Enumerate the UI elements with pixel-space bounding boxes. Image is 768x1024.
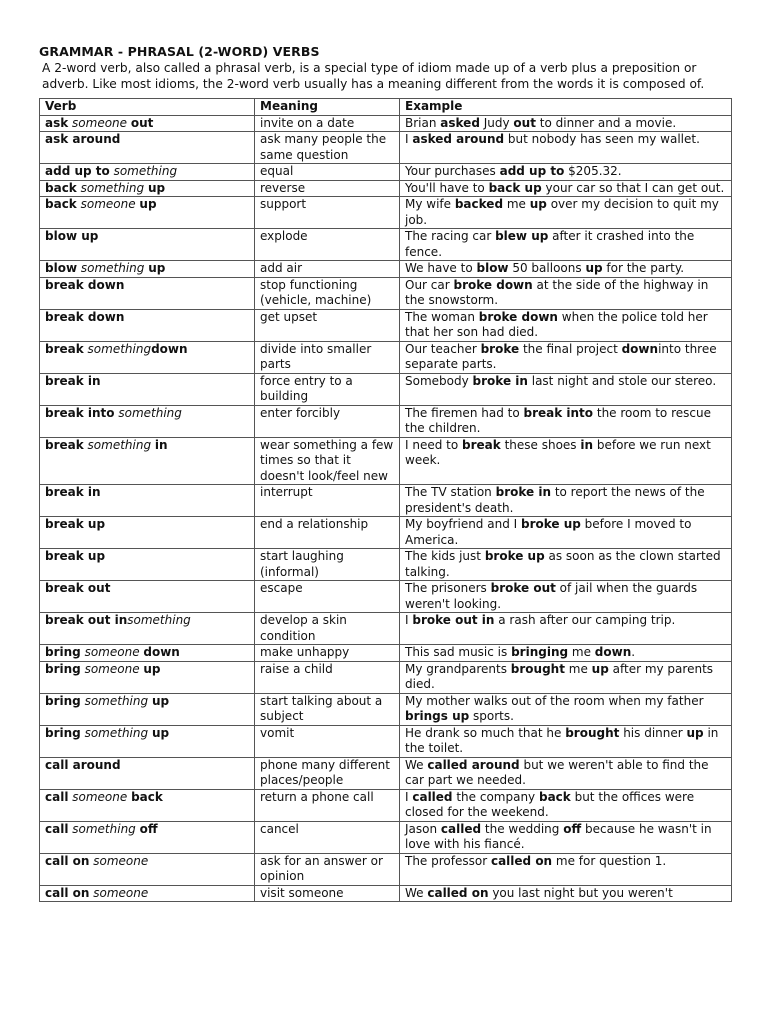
verb-cell: break something in: [40, 437, 255, 485]
example-cell: The TV station broke in to report the news of the president's death.: [400, 485, 732, 517]
verb-cell: bring someone down: [40, 645, 255, 662]
meaning-cell: get upset: [255, 309, 400, 341]
verb-cell: break into something: [40, 405, 255, 437]
table-row: [40, 180, 732, 197]
table-row: [40, 115, 732, 132]
meaning-cell: start talking about a subject: [255, 693, 400, 725]
verb-cell: break somethingdown: [40, 341, 255, 373]
table-row: [40, 277, 732, 309]
verb-cell: break up: [40, 517, 255, 549]
example-cell: You'll have to back up your car so that I can get out.: [400, 180, 732, 197]
table-row: [40, 405, 732, 437]
verb-cell: call something off: [40, 821, 255, 853]
example-cell: My grandparents brought me up after my parents died.: [400, 661, 732, 693]
verb-cell: blow up: [40, 229, 255, 261]
meaning-cell: enter forcibly: [255, 405, 400, 437]
table-row: [40, 853, 732, 885]
table-row: [40, 485, 732, 517]
table-row: [40, 885, 732, 902]
header-meaning: Meaning: [255, 99, 400, 116]
verb-cell: bring someone up: [40, 661, 255, 693]
meaning-cell: reverse: [255, 180, 400, 197]
meaning-cell: divide into smaller parts: [255, 341, 400, 373]
meaning-cell: visit someone: [255, 885, 400, 902]
table-row: [40, 645, 732, 662]
table-row: [40, 132, 732, 164]
meaning-cell: interrupt: [255, 485, 400, 517]
meaning-cell: force entry to a building: [255, 373, 400, 405]
example-cell: Your purchases add up to $205.32.: [400, 164, 732, 181]
example-cell: The professor called on me for question 1.: [400, 853, 732, 885]
table-row: [40, 309, 732, 341]
verb-cell: bring something up: [40, 693, 255, 725]
example-cell: Our car broke down at the side of the highway in the snowstorm.: [400, 277, 732, 309]
table-row: [40, 789, 732, 821]
table-header-row: [40, 99, 732, 116]
example-cell: The woman broke down when the police told her that her son had died.: [400, 309, 732, 341]
example-cell: My wife backed me up over my decision to quit my job.: [400, 197, 732, 229]
header-example: Example: [400, 99, 732, 116]
meaning-cell: ask many people the same question: [255, 132, 400, 164]
table-row: [40, 613, 732, 645]
meaning-cell: cancel: [255, 821, 400, 853]
meaning-cell: vomit: [255, 725, 400, 757]
table-row: [40, 341, 732, 373]
example-cell: My boyfriend and I broke up before I moved to America.: [400, 517, 732, 549]
verb-cell: ask around: [40, 132, 255, 164]
verb-cell: call someone back: [40, 789, 255, 821]
verb-cell: call on someone: [40, 885, 255, 902]
table-row: [40, 821, 732, 853]
meaning-cell: add air: [255, 261, 400, 278]
table-row: [40, 517, 732, 549]
meaning-cell: end a relationship: [255, 517, 400, 549]
table-row: [40, 549, 732, 581]
meaning-cell: wear something a few times so that it doesn't look/feel new: [255, 437, 400, 485]
verb-cell: back something up: [40, 180, 255, 197]
example-cell: I broke out in a rash after our camping trip.: [400, 613, 732, 645]
meaning-cell: make unhappy: [255, 645, 400, 662]
example-cell: We have to blow 50 balloons up for the party.: [400, 261, 732, 278]
table-row: [40, 373, 732, 405]
table-row: [40, 581, 732, 613]
example-cell: I need to break these shoes in before we run next week.: [400, 437, 732, 485]
verb-cell: bring something up: [40, 725, 255, 757]
example-cell: This sad music is bringing me down.: [400, 645, 732, 662]
example-cell: Our teacher broke the final project downinto three separate parts.: [400, 341, 732, 373]
example-cell: He drank so much that he brought his dinner up in the toilet.: [400, 725, 732, 757]
verb-cell: break out: [40, 581, 255, 613]
table-row: [40, 661, 732, 693]
verb-cell: add up to something: [40, 164, 255, 181]
meaning-cell: explode: [255, 229, 400, 261]
example-cell: We called on you last night but you weren't: [400, 885, 732, 902]
verb-cell: ask someone out: [40, 115, 255, 132]
meaning-cell: raise a child: [255, 661, 400, 693]
example-cell: I asked around but nobody has seen my wallet.: [400, 132, 732, 164]
meaning-cell: invite on a date: [255, 115, 400, 132]
example-cell: I called the company back but the offices were closed for the weekend.: [400, 789, 732, 821]
verb-cell: break in: [40, 373, 255, 405]
document-page: [39, 44, 731, 902]
meaning-cell: develop a skin condition: [255, 613, 400, 645]
example-cell: The kids just broke up as soon as the clown started talking.: [400, 549, 732, 581]
verb-cell: blow something up: [40, 261, 255, 278]
meaning-cell: return a phone call: [255, 789, 400, 821]
verb-cell: break in: [40, 485, 255, 517]
verb-cell: back someone up: [40, 197, 255, 229]
meaning-cell: support: [255, 197, 400, 229]
example-cell: My mother walks out of the room when my father brings up sports.: [400, 693, 732, 725]
table-row: [40, 725, 732, 757]
page-title: GRAMMAR - PHRASAL (2-WORD) VERBS: [39, 44, 320, 59]
meaning-cell: equal: [255, 164, 400, 181]
table-row: [40, 164, 732, 181]
example-cell: We called around but we weren't able to find the car part we needed.: [400, 757, 732, 789]
example-cell: Somebody broke in last night and stole our stereo.: [400, 373, 732, 405]
phrasal-verbs-table: [39, 98, 732, 902]
example-cell: The prisoners broke out of jail when the guards weren't looking.: [400, 581, 732, 613]
table-row: [40, 229, 732, 261]
table-row: [40, 693, 732, 725]
verb-cell: break up: [40, 549, 255, 581]
verb-cell: call on someone: [40, 853, 255, 885]
meaning-cell: phone many different places/people: [255, 757, 400, 789]
example-cell: Jason called the wedding off because he wasn't in love with his fiancé.: [400, 821, 732, 853]
verb-cell: call around: [40, 757, 255, 789]
meaning-cell: escape: [255, 581, 400, 613]
meaning-cell: ask for an answer or opinion: [255, 853, 400, 885]
table-row: [40, 261, 732, 278]
verb-cell: break down: [40, 309, 255, 341]
meaning-cell: stop functioning (vehicle, machine): [255, 277, 400, 309]
example-cell: The firemen had to break into the room to rescue the children.: [400, 405, 732, 437]
verb-cell: break down: [40, 277, 255, 309]
verb-cell: break out insomething: [40, 613, 255, 645]
meaning-cell: start laughing (informal): [255, 549, 400, 581]
intro-paragraph: A 2-word verb, also called a phrasal verb, is a special type of idiom made up of a verb plus a preposition or adverb. Like most idioms, the 2-word verb usually has a meaning different from the words it is composed of.: [42, 61, 705, 91]
table-row: [40, 197, 732, 229]
table-row: [40, 437, 732, 485]
table-row: [40, 757, 732, 789]
header-verb: Verb: [40, 99, 255, 116]
example-cell: Brian asked Judy out to dinner and a movie.: [400, 115, 732, 132]
example-cell: The racing car blew up after it crashed into the fence.: [400, 229, 732, 261]
